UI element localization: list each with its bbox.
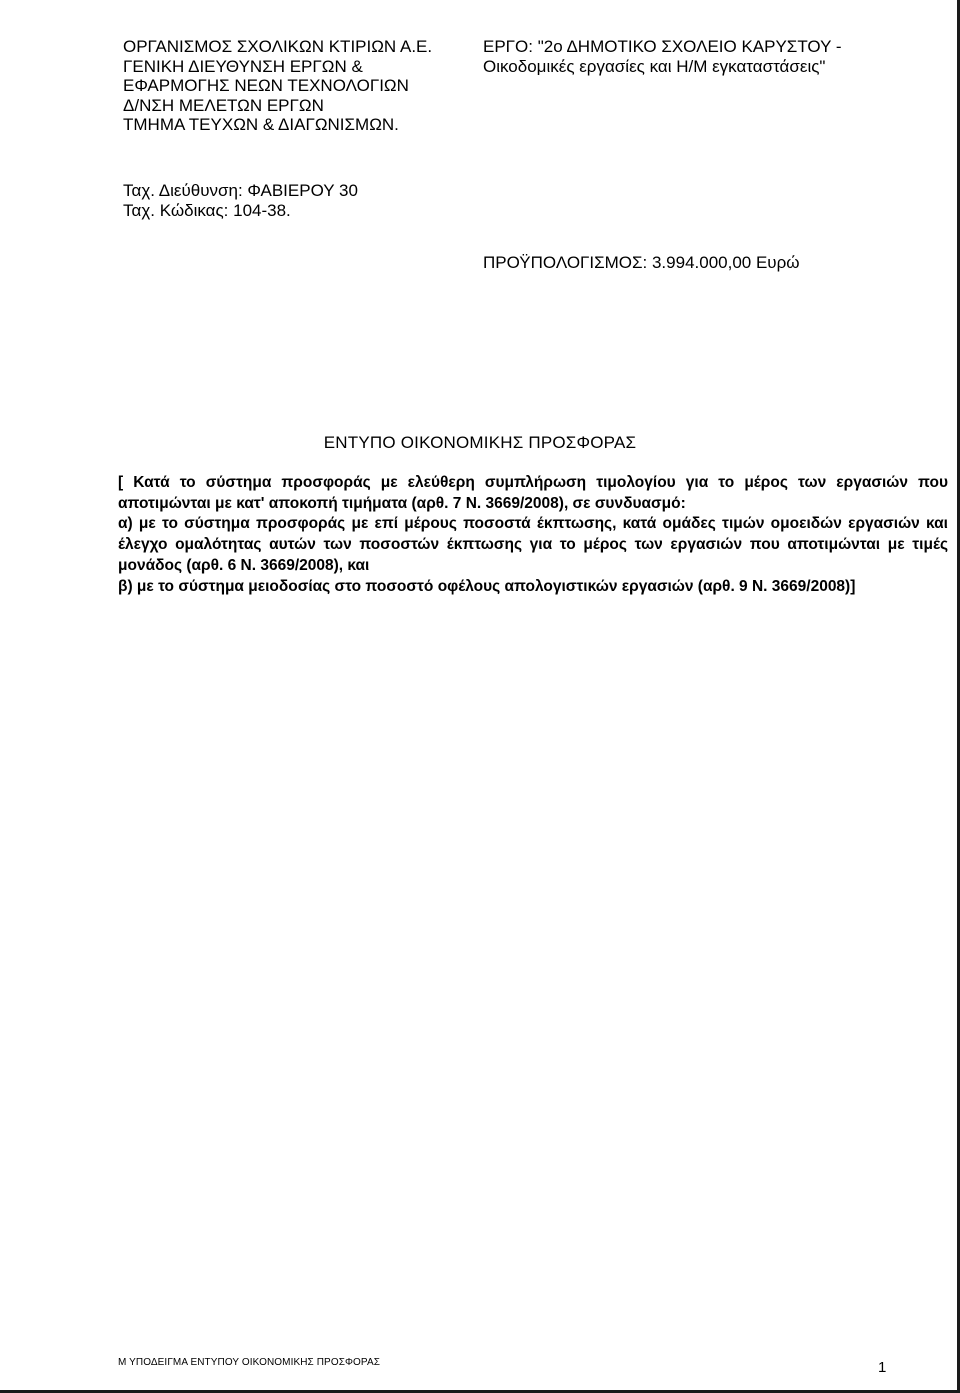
general-directorate: ΓΕΝΙΚΗ ΔΙΕΥΘΥΝΣΗ ΕΡΓΩΝ & xyxy=(123,56,363,76)
budget-amount: ΠΡΟΫΠΟΛΟΓΙΣΜΟΣ: 3.994.000,00 Ευρώ xyxy=(483,253,800,272)
street-address: Ταχ. Διεύθυνση: ΦΑΒΙΕΡΟΥ 30 xyxy=(123,181,358,200)
postal-address xyxy=(123,181,523,220)
general-directorate-continued: ΕΦΑΡΜΟΓΗΣ ΝΕΩΝ ΤΕΧΝΟΛΟΓΙΩΝ xyxy=(123,76,409,96)
project-title: ΕΡΓΟ: "2ο ΔΗΜΟΤΙΚΟ ΣΧΟΛΕΙΟ ΚΑΡΥΣΤΟΥ - xyxy=(483,37,842,56)
terms-item-a: α) με το σύστημα προσφοράς με επί μέρους ποσοστά έκπτωσης, κατά ομάδες τιμών ομοειδών εργασιών και έλεγχο ομαλότητας αυτών των ποσοστών έκπτωσης για το μέρος των εργασιών που αποτιμώνται με τιμές μονάδος (αρθ. 6 Ν. 3669/2008), και xyxy=(118,515,948,574)
terms-item-b: β) με το σύστημα μειοδοσίας στο ποσοστό οφέλους απολογιστικών εργασιών (αρθ. 9 Ν. 3669/2008)] xyxy=(118,577,856,595)
postal-code: Ταχ. Κώδικας: 104-38. xyxy=(123,200,291,220)
page-number: 1 xyxy=(878,1359,887,1376)
project-header xyxy=(483,37,923,76)
organization-header xyxy=(123,37,463,135)
tender-terms xyxy=(118,473,948,597)
terms-intro: [ Κατά το σύστημα προσφοράς με ελεύθερη συμπλήρωση τιμολογίου για το μέρος των εργασιών που αποτιμώνται με κατ' αποκοπή τιμήματα (αρθ. 7 Ν. 3669/2008), σε συνδυασμό: xyxy=(118,474,948,512)
footer-note: Μ ΥΠΟΔΕΙΓΜΑ ΕΝΤΥΠΟΥ ΟΙΚΟΝΟΜΙΚΗΣ ΠΡΟΣΦΟΡΑΣ xyxy=(118,1357,381,1368)
studies-directorate: Δ/ΝΣΗ ΜΕΛΕΤΩΝ ΕΡΓΩΝ xyxy=(123,95,324,115)
project-subtitle: Οικοδομικές εργασίες και Η/Μ εγκαταστάσεις" xyxy=(483,56,826,76)
department-name: ΤΜΗΜΑ ΤΕΥΧΩΝ & ΔΙΑΓΩΝΙΣΜΩΝ. xyxy=(123,115,399,135)
form-title: ΕΝΤΥΠΟ ΟΙΚΟΝΟΜΙΚΗΣ ΠΡΟΣΦΟΡΑΣ xyxy=(323,433,637,452)
organization-name: ΟΡΓΑΝΙΣΜΟΣ ΣΧΟΛΙΚΩΝ ΚΤΙΡΙΩΝ Α.Ε. xyxy=(123,37,433,56)
